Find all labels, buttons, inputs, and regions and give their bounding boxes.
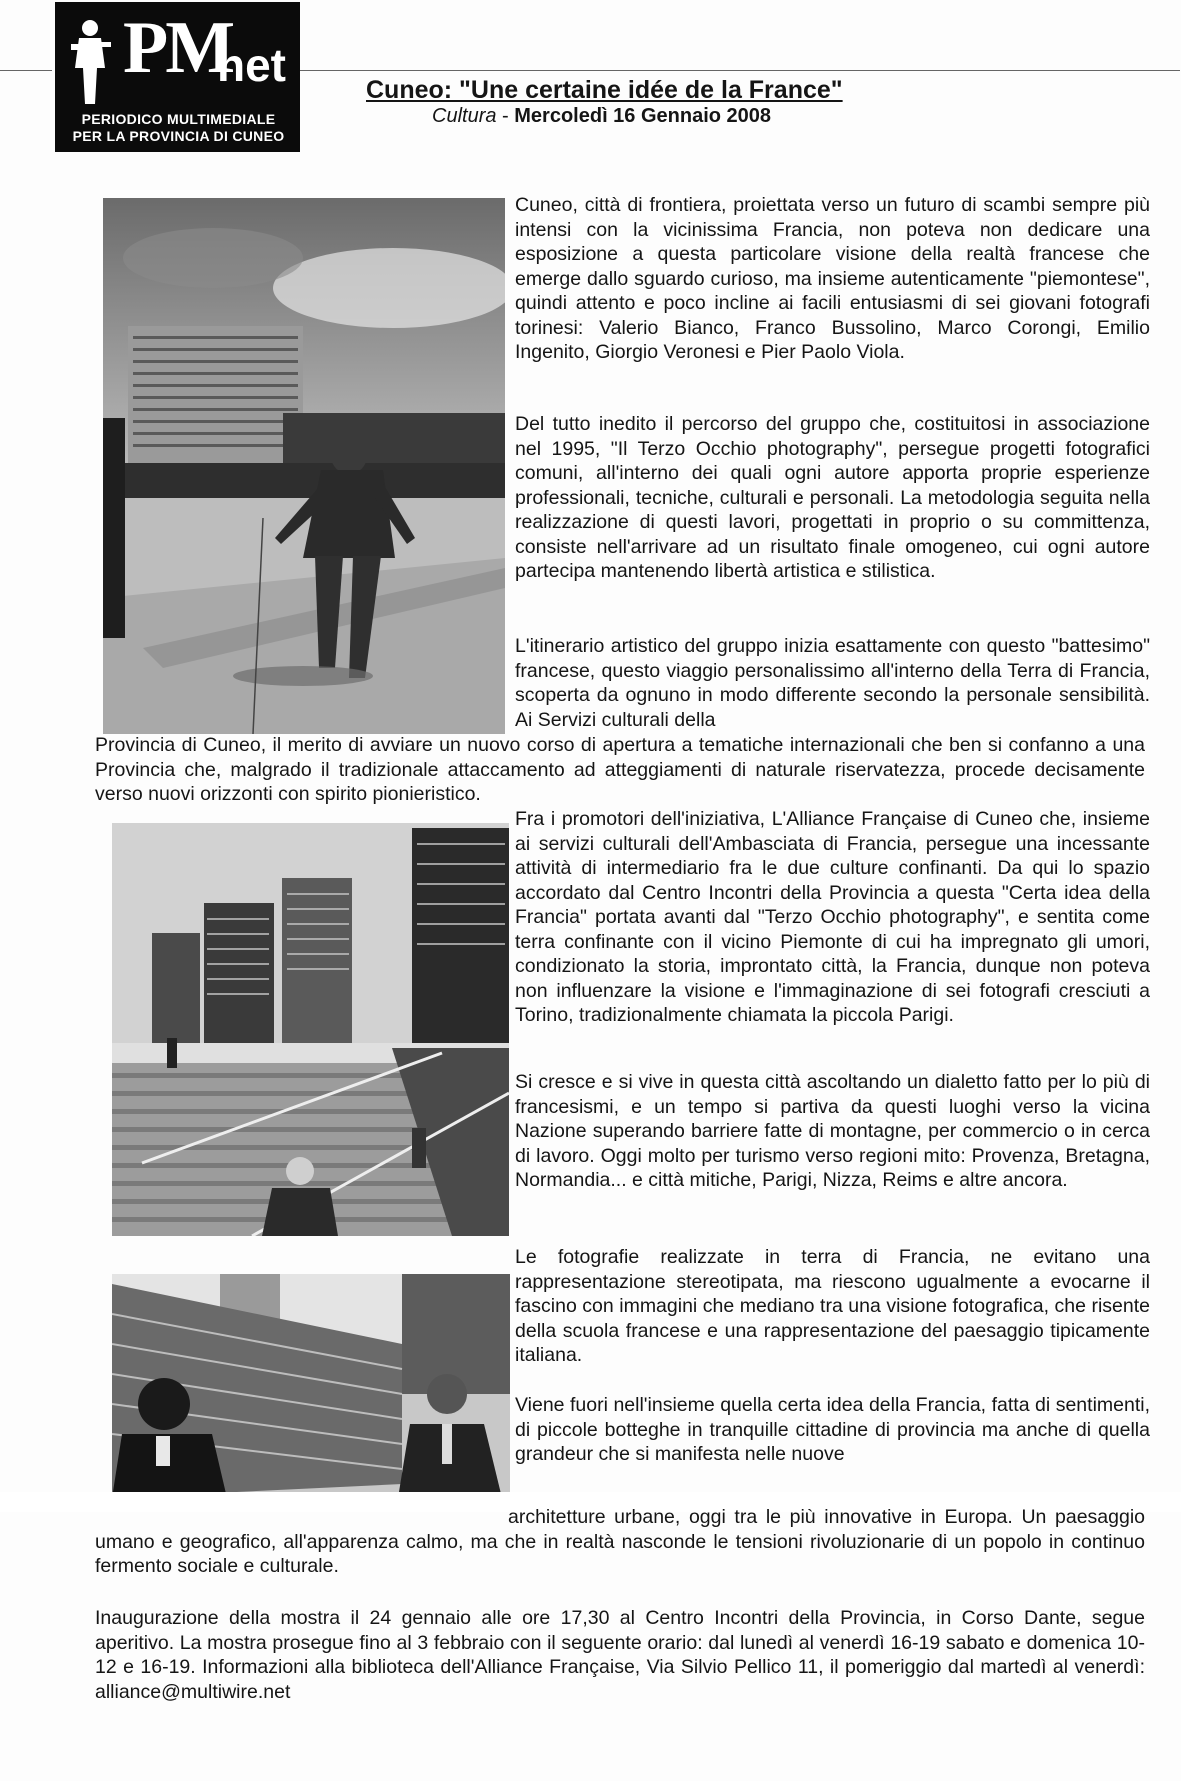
article-paragraph-7: Viene fuori nell'insieme quella certa idea della Francia, fatta di sentimenti, di piccole botteghe in tranquille cittadine di provincia ma anche di quella grandeur che si manifesta nelle nuove [515,1394,1150,1465]
article-paragraph-1: Cuneo, città di frontiera, proiettata verso un futuro di scambi sempre più intensi con la vicinissima Francia, non poteva non dedicare una esposizione a questa particolare visione della realtà francese che emerge dallo sguardo curioso, ma insieme autenticamente "piemontese", quindi attento e poco incline ai facili entusiasmi di sei giovani fotografi torinesi: Valerio Bianco, Franco Bussolino, Marco Corongi, Emilio Ingenito, Giorgio Veronesi e Pier Paolo Viola. [515,194,1150,363]
photo-towers-staircase [112,823,509,1236]
article-paragraph-7-continued: architetture urbane, oggi tra le più innovative in Europa. Un paesaggio umano e geografico, all'apparenza calmo, ma che in realtà nasconde le tensioni rivoluzionarie di un popolo in continuo fermento sociale e culturale. [95,1506,1145,1577]
article-date: Mercoledì 16 Gennaio 2008 [514,105,772,127]
logo-net: net [217,39,286,91]
header-rule-right [300,70,1180,71]
article-paragraph-5: Si cresce e si vive in questa città ascoltando un dialetto fatto per lo più di francesismi, e un tempo si partiva da questi luoghi verso la vicina Nazione superando barriere fatte di montagne, per commercio o in cerca di lavoro. Oggi molto per turismo verso regioni mito: Provenza, Bretagna, Normandia... e città mitiche, Parigi, Nizza, Reims e altre ancora. [515,1071,1150,1191]
tower-figure-icon [65,16,115,106]
article-paragraph-2: Del tutto inedito il percorso del gruppo che, costituitosi in associazione nel 1995, "Il Terzo Occhio photography", persegue progetti fotografici comuni, all'interno dei quali ogni autore apporta proprie esperienze professionali, tecniche, culturali e personali. La metodologia seguita nella realizzazione di questi lavori, progettati in proprio o su committenza, consiste nell'arrivare ad un risultato finale omogeneo, cui ogni autore partecipa mantenendo libertà artistica e stilistica. [515,413,1150,582]
photo-businessmen-phone [112,1274,510,1498]
masthead-logo [55,2,300,152]
logo-tagline-line-1: PERIODICO MULTIMEDIALE [81,111,276,127]
article-paragraph-3: L'itinerario artistico del gruppo inizia esattamente con questo "battesimo" francese, questo viaggio personalissimo all'interno della Terra di Francia, scoperta da ognuno in modo differente secondo la personale sensibilità. Ai Servizi culturali della [515,635,1150,731]
logo-pm: PM [123,7,233,89]
event-info-paragraph: Inaugurazione della mostra il 24 gennaio alle ore 17,30 al Centro Incontri della Provincia, in Corso Dante, segue aperitivo. La mostra prosegue fino al 3 febbraio con il seguente orario: dal lunedì al venerdì 16-19 sabato e domenica 10-12 e 16-19. Informazioni alla biblioteca dell'Alliance Française, Via Silvio Pellico 11, il pomeriggio dal martedì al venerdì: alliance@multiwire.net [95,1607,1145,1703]
article-title: Cuneo: "Une certaine idée de la France" [366,76,843,104]
header-rule-left [0,70,52,71]
logo-tagline [61,111,296,145]
article-byline [432,105,771,128]
article-paragraph-3-continued: Provincia di Cuneo, il merito di avviare un nuovo corso di apertura a tematiche internazionali che ben si confanno a una Provincia che, malgrado il tradizionale attaccamento ad atteggiamenti di naturale riservatezza, procede decisamente verso nuovi orizzonti con spirito pionieristico. [95,734,1145,805]
article-section: Cultura [432,105,497,127]
photo-man-walking-plaza [103,198,505,734]
article-paragraph-6: Le fotografie realizzate in terra di Francia, ne evitano una rappresentazione stereotipata, ma riescono ugualmente a evocarne il fascino con immagini che mediano tra una visione fotografica, che risente della scuola francese e una rappresentazione del paesaggio tipicamente italiana. [515,1246,1150,1366]
byline-separator: - [502,105,515,127]
logo-tagline-line-2: PER LA PROVINCIA DI CUNEO [72,128,285,144]
article-paragraph-4: Fra i promotori dell'iniziativa, L'Alliance Française di Cuneo che, insieme ai servizi culturali dell'Ambasciata di Francia, persegue una incessante attività di intermediario fra le due culture confinanti. Da qui lo spazio accordato dal Centro Incontri della Provincia a questa "Certa idea della Francia" portata avanti dal "Terzo Occhio photography", e sentita come terra confinante con il vicino Piemonte di cui ha impregnato gli umori, condizionato la storia, improntato città, la Francia, dunque non poteva non influenzare la visione e l'immaginazione di sei fotografi cresciuti a Torino, tradizionalmente chiamata la piccola Parigi. [515,808,1150,1026]
